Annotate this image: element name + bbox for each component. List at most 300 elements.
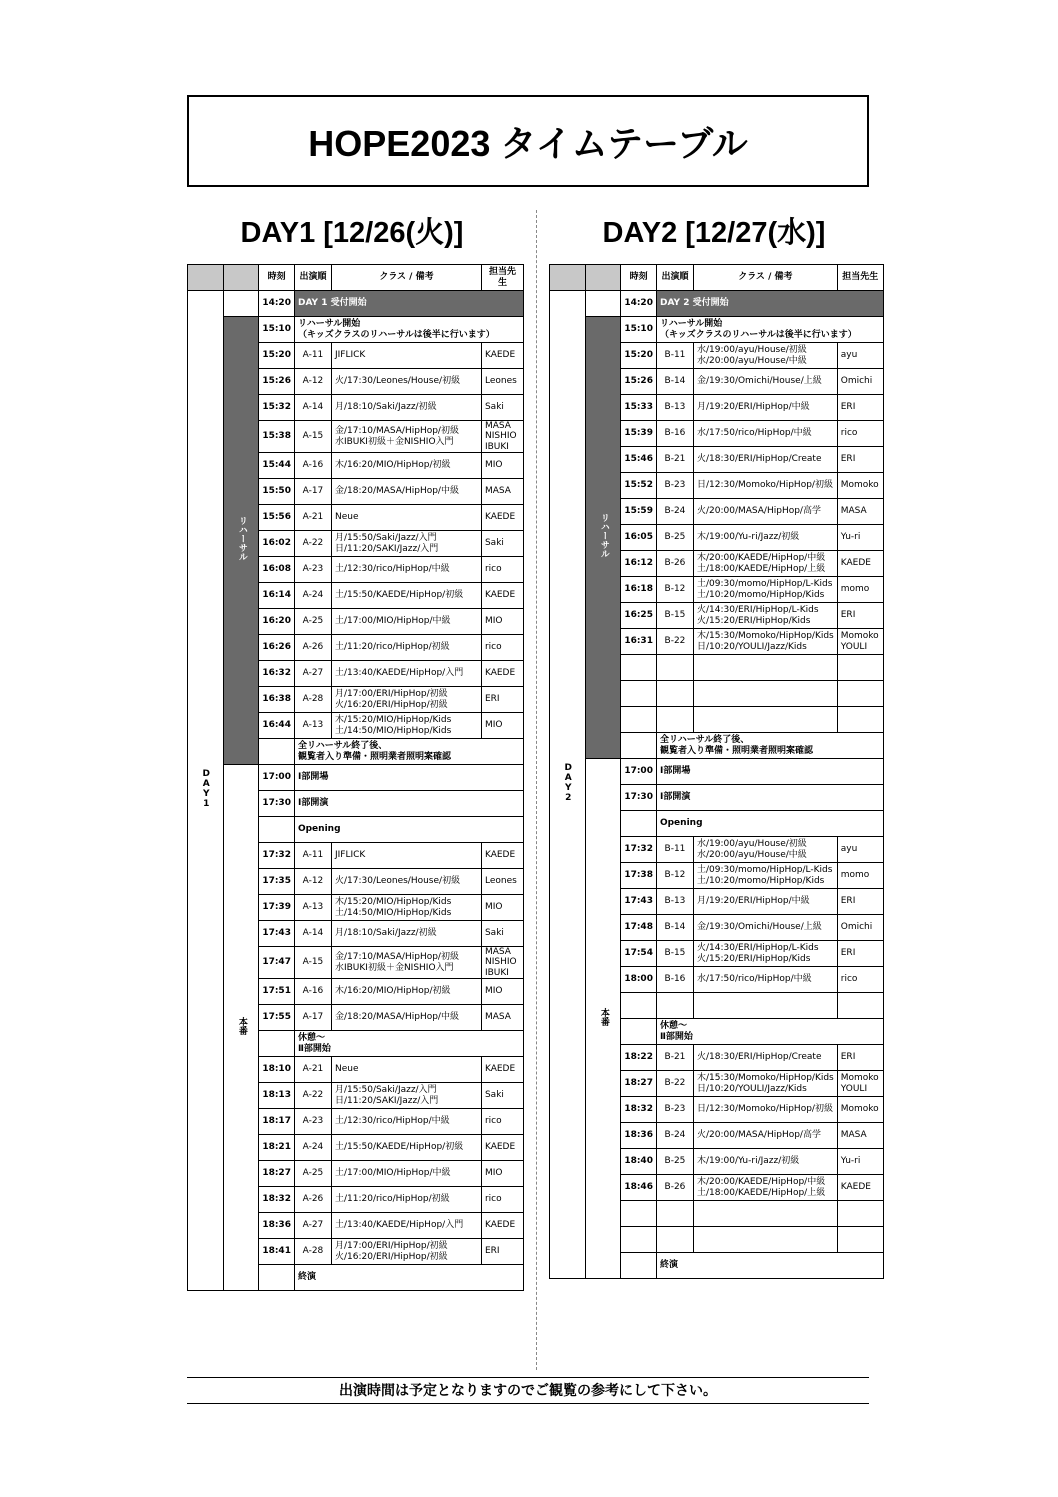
class-cell: 火/18:30/ERI/HipHop/Create <box>693 447 837 473</box>
class-cell: 月/17:00/ERI/HipHop/初級 火/16:20/ERI/HipHop/初級 <box>331 1239 481 1265</box>
order-cell <box>656 707 693 733</box>
order-cell: A-11 <box>294 843 331 869</box>
time-cell: 17:00 <box>259 765 295 791</box>
reception-banner: DAY 1 受付開始 <box>294 291 523 317</box>
order-cell: B-15 <box>656 603 693 629</box>
day1-timetable <box>187 264 524 1291</box>
table-row <box>188 317 524 343</box>
teacher-cell: ERI <box>837 1045 883 1071</box>
class-cell: 火/20:00/MASA/HipHop/高学 <box>693 499 837 525</box>
table-row <box>188 291 524 317</box>
schedule-note: 終演 <box>656 1253 883 1279</box>
footer-note: 出演時間は予定となりますのでご観覧の参考にして下さい。 <box>187 1377 869 1404</box>
time-cell: 17:54 <box>621 941 657 967</box>
schedule-note: Ⅰ部開演 <box>294 791 523 817</box>
class-cell: 水/17:50/rico/HipHop/中級 <box>693 421 837 447</box>
order-cell: A-21 <box>294 1057 331 1083</box>
time-cell: 17:55 <box>259 1005 295 1031</box>
class-cell: 金/19:30/Omichi/House/上級 <box>693 369 837 395</box>
teacher-cell <box>837 993 883 1019</box>
teacher-cell: ayu <box>837 837 883 863</box>
time-cell: 18:27 <box>621 1071 657 1097</box>
class-cell: 木/20:00/KAEDE/HipHop/中級 土/18:00/KAEDE/HipHop/上級 <box>693 551 837 577</box>
time-cell: 18:17 <box>259 1109 295 1135</box>
header-time: 時刻 <box>621 265 657 291</box>
class-cell <box>693 1227 837 1253</box>
order-cell: A-23 <box>294 1109 331 1135</box>
time-cell: 17:30 <box>621 785 657 811</box>
class-cell: 土/17:00/MIO/HipHop/中級 <box>331 609 481 635</box>
class-cell: 水/19:00/ayu/House/初級 水/20:00/ayu/House/中級 <box>693 837 837 863</box>
order-cell: A-11 <box>294 343 331 369</box>
order-cell: B-11 <box>656 343 693 369</box>
time-cell: 15:59 <box>621 499 657 525</box>
order-cell: B-14 <box>656 369 693 395</box>
order-cell: A-14 <box>294 921 331 947</box>
class-cell: 木/16:20/MIO/HipHop/初級 <box>331 453 481 479</box>
time-cell: 15:38 <box>259 421 295 453</box>
header-order: 出演順 <box>294 265 331 291</box>
time-cell: 16:31 <box>621 629 657 655</box>
class-cell: 金/19:30/Omichi/House/上級 <box>693 915 837 941</box>
time-cell: 17:43 <box>621 889 657 915</box>
time-cell: 18:36 <box>621 1123 657 1149</box>
day2-timetable <box>549 264 884 1279</box>
class-cell: JIFLICK <box>331 343 481 369</box>
teacher-cell: Leones <box>481 369 523 395</box>
order-cell: A-22 <box>294 531 331 557</box>
teacher-cell: MASA NISHIO IBUKI <box>481 421 523 453</box>
teacher-cell: Yu-ri <box>837 1149 883 1175</box>
header-blank <box>550 265 586 291</box>
teacher-cell: MASA <box>837 1123 883 1149</box>
teacher-cell: Saki <box>481 1083 523 1109</box>
time-cell <box>259 817 295 843</box>
class-cell: 木/16:20/MIO/HipHop/初級 <box>331 979 481 1005</box>
time-cell: 15:44 <box>259 453 295 479</box>
order-cell: B-16 <box>656 967 693 993</box>
teacher-cell: Yu-ri <box>837 525 883 551</box>
table-row <box>188 765 524 791</box>
header-blank <box>586 265 621 291</box>
order-cell: A-13 <box>294 713 331 739</box>
teacher-cell: KAEDE <box>837 551 883 577</box>
time-cell <box>621 655 657 681</box>
order-cell: A-17 <box>294 1005 331 1031</box>
class-cell: 土/13:40/KAEDE/HipHop/入門 <box>331 1213 481 1239</box>
time-cell: 18:21 <box>259 1135 295 1161</box>
teacher-cell: KAEDE <box>481 583 523 609</box>
class-cell: 月/18:10/Saki/Jazz/初級 <box>331 395 481 421</box>
time-cell: 15:32 <box>259 395 295 421</box>
teacher-cell: MASA NISHIO IBUKI <box>481 947 523 979</box>
class-cell: 月/19:20/ERI/HipHop/中級 <box>693 889 837 915</box>
class-cell: 土/09:30/momo/HipHop/L-Kids 土/10:20/momo/HipHop/Kids <box>693 863 837 889</box>
class-cell: 木/15:30/Momoko/HipHop/Kids 日/10:20/YOULI/Jazz/Kids <box>693 629 837 655</box>
teacher-cell: MIO <box>481 895 523 921</box>
schedule-note: 終演 <box>294 1265 523 1291</box>
time-cell: 15:26 <box>259 369 295 395</box>
order-cell: A-26 <box>294 1187 331 1213</box>
teacher-cell: rico <box>481 1187 523 1213</box>
order-cell: A-23 <box>294 557 331 583</box>
time-cell: 15:33 <box>621 395 657 421</box>
teacher-cell: ERI <box>837 603 883 629</box>
table-row <box>550 291 884 317</box>
schedule-note: 休憩～ Ⅱ部開始 <box>294 1031 523 1057</box>
class-cell: 金/17:10/MASA/HipHop/初級 水IBUKI初級＋金NISHIO入門 <box>331 947 481 979</box>
day-label-text: DAY2 <box>563 762 574 803</box>
time-cell: 18:22 <box>621 1045 657 1071</box>
class-cell: 水/17:50/rico/HipHop/中級 <box>693 967 837 993</box>
teacher-cell: ERI <box>481 1239 523 1265</box>
header-class: クラス / 備考 <box>331 265 481 291</box>
order-cell: A-21 <box>294 505 331 531</box>
class-cell: 月/18:10/Saki/Jazz/初級 <box>331 921 481 947</box>
time-cell: 17:35 <box>259 869 295 895</box>
time-cell <box>621 1019 657 1045</box>
teacher-cell: KAEDE <box>481 1057 523 1083</box>
class-cell: 金/18:20/MASA/HipHop/中級 <box>331 1005 481 1031</box>
order-cell: A-22 <box>294 1083 331 1109</box>
class-cell: 金/18:20/MASA/HipHop/中級 <box>331 479 481 505</box>
class-cell: JIFLICK <box>331 843 481 869</box>
time-cell: 18:46 <box>621 1175 657 1201</box>
order-cell: A-27 <box>294 661 331 687</box>
header-class: クラス / 備考 <box>693 265 837 291</box>
teacher-cell: Momoko YOULI <box>837 1071 883 1097</box>
class-cell: 月/15:50/Saki/Jazz/入門 日/11:20/SAKI/Jazz/入門 <box>331 1083 481 1109</box>
class-cell: 土/17:00/MIO/HipHop/中級 <box>331 1161 481 1187</box>
schedule-note: リハーサル開始 （キッズクラスのリハーサルは後半に行います） <box>656 317 883 343</box>
teacher-cell: MIO <box>481 609 523 635</box>
class-cell: 土/12:30/rico/HipHop/中級 <box>331 557 481 583</box>
class-cell: 火/18:30/ERI/HipHop/Create <box>693 1045 837 1071</box>
order-cell: A-26 <box>294 635 331 661</box>
time-cell <box>621 733 657 759</box>
day1-heading: DAY1 [12/26(火)] <box>240 217 464 249</box>
phase-rehearsal-text: リハーサル <box>598 513 609 559</box>
order-cell: B-21 <box>656 447 693 473</box>
time-cell: 16:20 <box>259 609 295 635</box>
time-cell: 16:38 <box>259 687 295 713</box>
time-cell: 17:32 <box>259 843 295 869</box>
teacher-cell: MASA <box>481 1005 523 1031</box>
teacher-cell: ERI <box>837 941 883 967</box>
time-cell: 16:25 <box>621 603 657 629</box>
class-cell: 木/19:00/Yu-ri/Jazz/初級 <box>693 1149 837 1175</box>
teacher-cell: Momoko <box>837 473 883 499</box>
time-cell: 15:50 <box>259 479 295 505</box>
order-cell: A-17 <box>294 479 331 505</box>
phase-honban-text: 本番 <box>236 1016 247 1035</box>
schedule-note: Ⅰ部開場 <box>294 765 523 791</box>
class-cell <box>693 681 837 707</box>
class-cell <box>693 993 837 1019</box>
order-cell: B-11 <box>656 837 693 863</box>
phase-rehearsal <box>586 317 621 759</box>
time-cell: 18:40 <box>621 1149 657 1175</box>
teacher-cell: rico <box>837 967 883 993</box>
order-cell: A-15 <box>294 421 331 453</box>
class-cell: 土/13:40/KAEDE/HipHop/入門 <box>331 661 481 687</box>
time-cell: 14:20 <box>621 291 657 317</box>
time-cell: 18:27 <box>259 1161 295 1187</box>
header-teacher: 担当先生 <box>837 265 883 291</box>
teacher-cell: rico <box>481 557 523 583</box>
order-cell: B-12 <box>656 577 693 603</box>
class-cell: 木/15:30/Momoko/HipHop/Kids 日/10:20/YOULI/Jazz/Kids <box>693 1071 837 1097</box>
schedule-note: Opening <box>294 817 523 843</box>
class-cell: 月/19:20/ERI/HipHop/中級 <box>693 395 837 421</box>
time-cell: 17:51 <box>259 979 295 1005</box>
teacher-cell: ayu <box>837 343 883 369</box>
class-cell: 月/17:00/ERI/HipHop/初級 火/16:20/ERI/HipHop/初級 <box>331 687 481 713</box>
schedule-note: リハーサル開始 （キッズクラスのリハーサルは後半に行います） <box>294 317 523 343</box>
time-cell: 15:10 <box>621 317 657 343</box>
teacher-cell: Momoko YOULI <box>837 629 883 655</box>
schedule-note: 全リハーサル終了後、 観覧者入り準備・照明業者照明案確認 <box>294 739 523 765</box>
time-cell: 18:32 <box>259 1187 295 1213</box>
class-cell: 木/15:20/MIO/HipHop/Kids 土/14:50/MIO/HipHop/Kids <box>331 713 481 739</box>
order-cell: A-12 <box>294 369 331 395</box>
time-cell: 16:08 <box>259 557 295 583</box>
class-cell: 日/12:30/Momoko/HipHop/初級 <box>693 473 837 499</box>
order-cell <box>656 655 693 681</box>
order-cell: B-23 <box>656 473 693 499</box>
header-order: 出演順 <box>656 265 693 291</box>
time-cell <box>259 1265 295 1291</box>
phase-blank <box>586 291 621 317</box>
time-cell: 16:26 <box>259 635 295 661</box>
order-cell: A-25 <box>294 609 331 635</box>
class-cell: 土/11:20/rico/HipHop/初級 <box>331 635 481 661</box>
order-cell: B-25 <box>656 1149 693 1175</box>
time-cell: 15:52 <box>621 473 657 499</box>
time-cell: 15:39 <box>621 421 657 447</box>
time-cell: 18:32 <box>621 1097 657 1123</box>
teacher-cell <box>837 1201 883 1227</box>
time-cell: 17:48 <box>621 915 657 941</box>
class-cell: 土/12:30/rico/HipHop/中級 <box>331 1109 481 1135</box>
time-cell: 15:46 <box>621 447 657 473</box>
phase-honban-text: 本番 <box>598 1007 609 1026</box>
teacher-cell: Momoko <box>837 1097 883 1123</box>
time-cell: 18:13 <box>259 1083 295 1109</box>
teacher-cell: Leones <box>481 869 523 895</box>
time-cell <box>621 1253 657 1279</box>
order-cell: B-12 <box>656 863 693 889</box>
class-cell: Neue <box>331 1057 481 1083</box>
teacher-cell: MIO <box>481 713 523 739</box>
class-cell <box>693 655 837 681</box>
time-cell: 17:47 <box>259 947 295 979</box>
teacher-cell: KAEDE <box>481 661 523 687</box>
header-teacher: 担当先生 <box>481 265 523 291</box>
day-label-text: DAY1 <box>201 768 212 809</box>
order-cell: B-13 <box>656 395 693 421</box>
teacher-cell: Omichi <box>837 915 883 941</box>
order-cell: A-28 <box>294 687 331 713</box>
time-cell <box>259 739 295 765</box>
time-cell: 16:44 <box>259 713 295 739</box>
class-cell: 火/20:00/MASA/HipHop/高学 <box>693 1123 837 1149</box>
time-cell: 15:10 <box>259 317 295 343</box>
order-cell <box>656 1227 693 1253</box>
order-cell: B-26 <box>656 1175 693 1201</box>
time-cell: 18:36 <box>259 1213 295 1239</box>
teacher-cell: MIO <box>481 979 523 1005</box>
teacher-cell: MIO <box>481 453 523 479</box>
order-cell: B-24 <box>656 1123 693 1149</box>
time-cell: 17:30 <box>259 791 295 817</box>
order-cell: A-24 <box>294 583 331 609</box>
teacher-cell <box>837 655 883 681</box>
reception-banner: DAY 2 受付開始 <box>656 291 883 317</box>
class-cell: 火/14:30/ERI/HipHop/L-Kids 火/15:20/ERI/HipHop/Kids <box>693 603 837 629</box>
time-cell <box>621 707 657 733</box>
order-cell: B-25 <box>656 525 693 551</box>
order-cell: A-13 <box>294 895 331 921</box>
teacher-cell: MASA <box>481 479 523 505</box>
order-cell: A-15 <box>294 947 331 979</box>
teacher-cell: MASA <box>837 499 883 525</box>
time-cell: 15:20 <box>621 343 657 369</box>
schedule-note: Ⅰ部開場 <box>656 759 883 785</box>
teacher-cell: Saki <box>481 395 523 421</box>
teacher-cell: KAEDE <box>481 843 523 869</box>
order-cell: B-26 <box>656 551 693 577</box>
time-cell: 18:41 <box>259 1239 295 1265</box>
teacher-cell: MIO <box>481 1161 523 1187</box>
schedule-note: Ⅰ部開演 <box>656 785 883 811</box>
day-label <box>188 291 224 1291</box>
teacher-cell: ERI <box>837 447 883 473</box>
time-cell: 15:20 <box>259 343 295 369</box>
time-cell: 16:05 <box>621 525 657 551</box>
class-cell: 火/17:30/Leones/House/初級 <box>331 869 481 895</box>
teacher-cell: rico <box>481 1109 523 1135</box>
order-cell: B-14 <box>656 915 693 941</box>
order-cell <box>656 1201 693 1227</box>
class-cell: Neue <box>331 505 481 531</box>
order-cell: A-16 <box>294 979 331 1005</box>
teacher-cell <box>837 707 883 733</box>
class-cell: 木/20:00/KAEDE/HipHop/中級 土/18:00/KAEDE/HipHop/上級 <box>693 1175 837 1201</box>
teacher-cell: KAEDE <box>481 505 523 531</box>
class-cell <box>693 707 837 733</box>
teacher-cell: Saki <box>481 531 523 557</box>
time-cell <box>259 1031 295 1057</box>
order-cell: A-24 <box>294 1135 331 1161</box>
teacher-cell: Omichi <box>837 369 883 395</box>
page-title: HOPE2023 タイムテーブル <box>187 95 869 187</box>
header-blank <box>224 265 259 291</box>
order-cell: B-23 <box>656 1097 693 1123</box>
teacher-cell <box>837 681 883 707</box>
teacher-cell: ERI <box>481 687 523 713</box>
teacher-cell: KAEDE <box>481 1213 523 1239</box>
phase-rehearsal <box>224 317 259 765</box>
class-cell: 火/14:30/ERI/HipHop/L-Kids 火/15:20/ERI/HipHop/Kids <box>693 941 837 967</box>
class-cell: 土/15:50/KAEDE/HipHop/初級 <box>331 583 481 609</box>
class-cell: 土/11:20/rico/HipHop/初級 <box>331 1187 481 1213</box>
time-cell <box>621 681 657 707</box>
order-cell: B-15 <box>656 941 693 967</box>
time-cell: 15:56 <box>259 505 295 531</box>
time-cell <box>621 1227 657 1253</box>
order-cell: A-14 <box>294 395 331 421</box>
order-cell: B-13 <box>656 889 693 915</box>
phase-honban <box>224 765 259 1291</box>
class-cell: 水/19:00/ayu/House/初級 水/20:00/ayu/House/中級 <box>693 343 837 369</box>
order-cell: B-21 <box>656 1045 693 1071</box>
teacher-cell: ERI <box>837 889 883 915</box>
time-cell: 17:43 <box>259 921 295 947</box>
table-row <box>550 759 884 785</box>
time-cell <box>621 811 657 837</box>
column-divider <box>536 210 537 1370</box>
header-time: 時刻 <box>259 265 295 291</box>
teacher-cell: rico <box>837 421 883 447</box>
order-cell <box>656 993 693 1019</box>
class-cell: 土/09:30/momo/HipHop/L-Kids 土/10:20/momo/HipHop/Kids <box>693 577 837 603</box>
phase-blank <box>224 291 259 317</box>
class-cell: 日/12:30/Momoko/HipHop/初級 <box>693 1097 837 1123</box>
order-cell: B-16 <box>656 421 693 447</box>
order-cell: A-27 <box>294 1213 331 1239</box>
teacher-cell: momo <box>837 863 883 889</box>
teacher-cell: KAEDE <box>837 1175 883 1201</box>
header-blank <box>188 265 224 291</box>
day2-heading: DAY2 [12/27(水)] <box>602 217 826 249</box>
teacher-cell: KAEDE <box>481 343 523 369</box>
time-cell: 15:26 <box>621 369 657 395</box>
order-cell: B-24 <box>656 499 693 525</box>
schedule-note: 全リハーサル終了後、 観覧者入り準備・照明業者照明案確認 <box>656 733 883 759</box>
class-cell: 月/15:50/Saki/Jazz/入門 日/11:20/SAKI/Jazz/入門 <box>331 531 481 557</box>
teacher-cell: KAEDE <box>481 1135 523 1161</box>
class-cell: 木/15:20/MIO/HipHop/Kids 土/14:50/MIO/HipHop/Kids <box>331 895 481 921</box>
schedule-note: 休憩～ Ⅱ部開始 <box>656 1019 883 1045</box>
time-cell: 17:00 <box>621 759 657 785</box>
time-cell: 17:32 <box>621 837 657 863</box>
class-cell: 土/15:50/KAEDE/HipHop/初級 <box>331 1135 481 1161</box>
class-cell: 木/19:00/Yu-ri/Jazz/初級 <box>693 525 837 551</box>
order-cell <box>656 681 693 707</box>
time-cell: 16:02 <box>259 531 295 557</box>
order-cell: A-28 <box>294 1239 331 1265</box>
time-cell: 16:32 <box>259 661 295 687</box>
day-label <box>550 291 586 1279</box>
class-cell: 金/17:10/MASA/HipHop/初級 水IBUKI初級＋金NISHIO入門 <box>331 421 481 453</box>
teacher-cell: Saki <box>481 921 523 947</box>
order-cell: A-12 <box>294 869 331 895</box>
phase-rehearsal-text: リハーサル <box>236 516 247 562</box>
phase-honban <box>586 759 621 1279</box>
time-cell: 14:20 <box>259 291 295 317</box>
teacher-cell: rico <box>481 635 523 661</box>
time-cell: 18:00 <box>621 967 657 993</box>
time-cell: 17:39 <box>259 895 295 921</box>
table-row <box>550 317 884 343</box>
time-cell <box>621 993 657 1019</box>
class-cell: 火/17:30/Leones/House/初級 <box>331 369 481 395</box>
time-cell: 17:38 <box>621 863 657 889</box>
order-cell: B-22 <box>656 1071 693 1097</box>
order-cell: A-16 <box>294 453 331 479</box>
teacher-cell <box>837 1227 883 1253</box>
